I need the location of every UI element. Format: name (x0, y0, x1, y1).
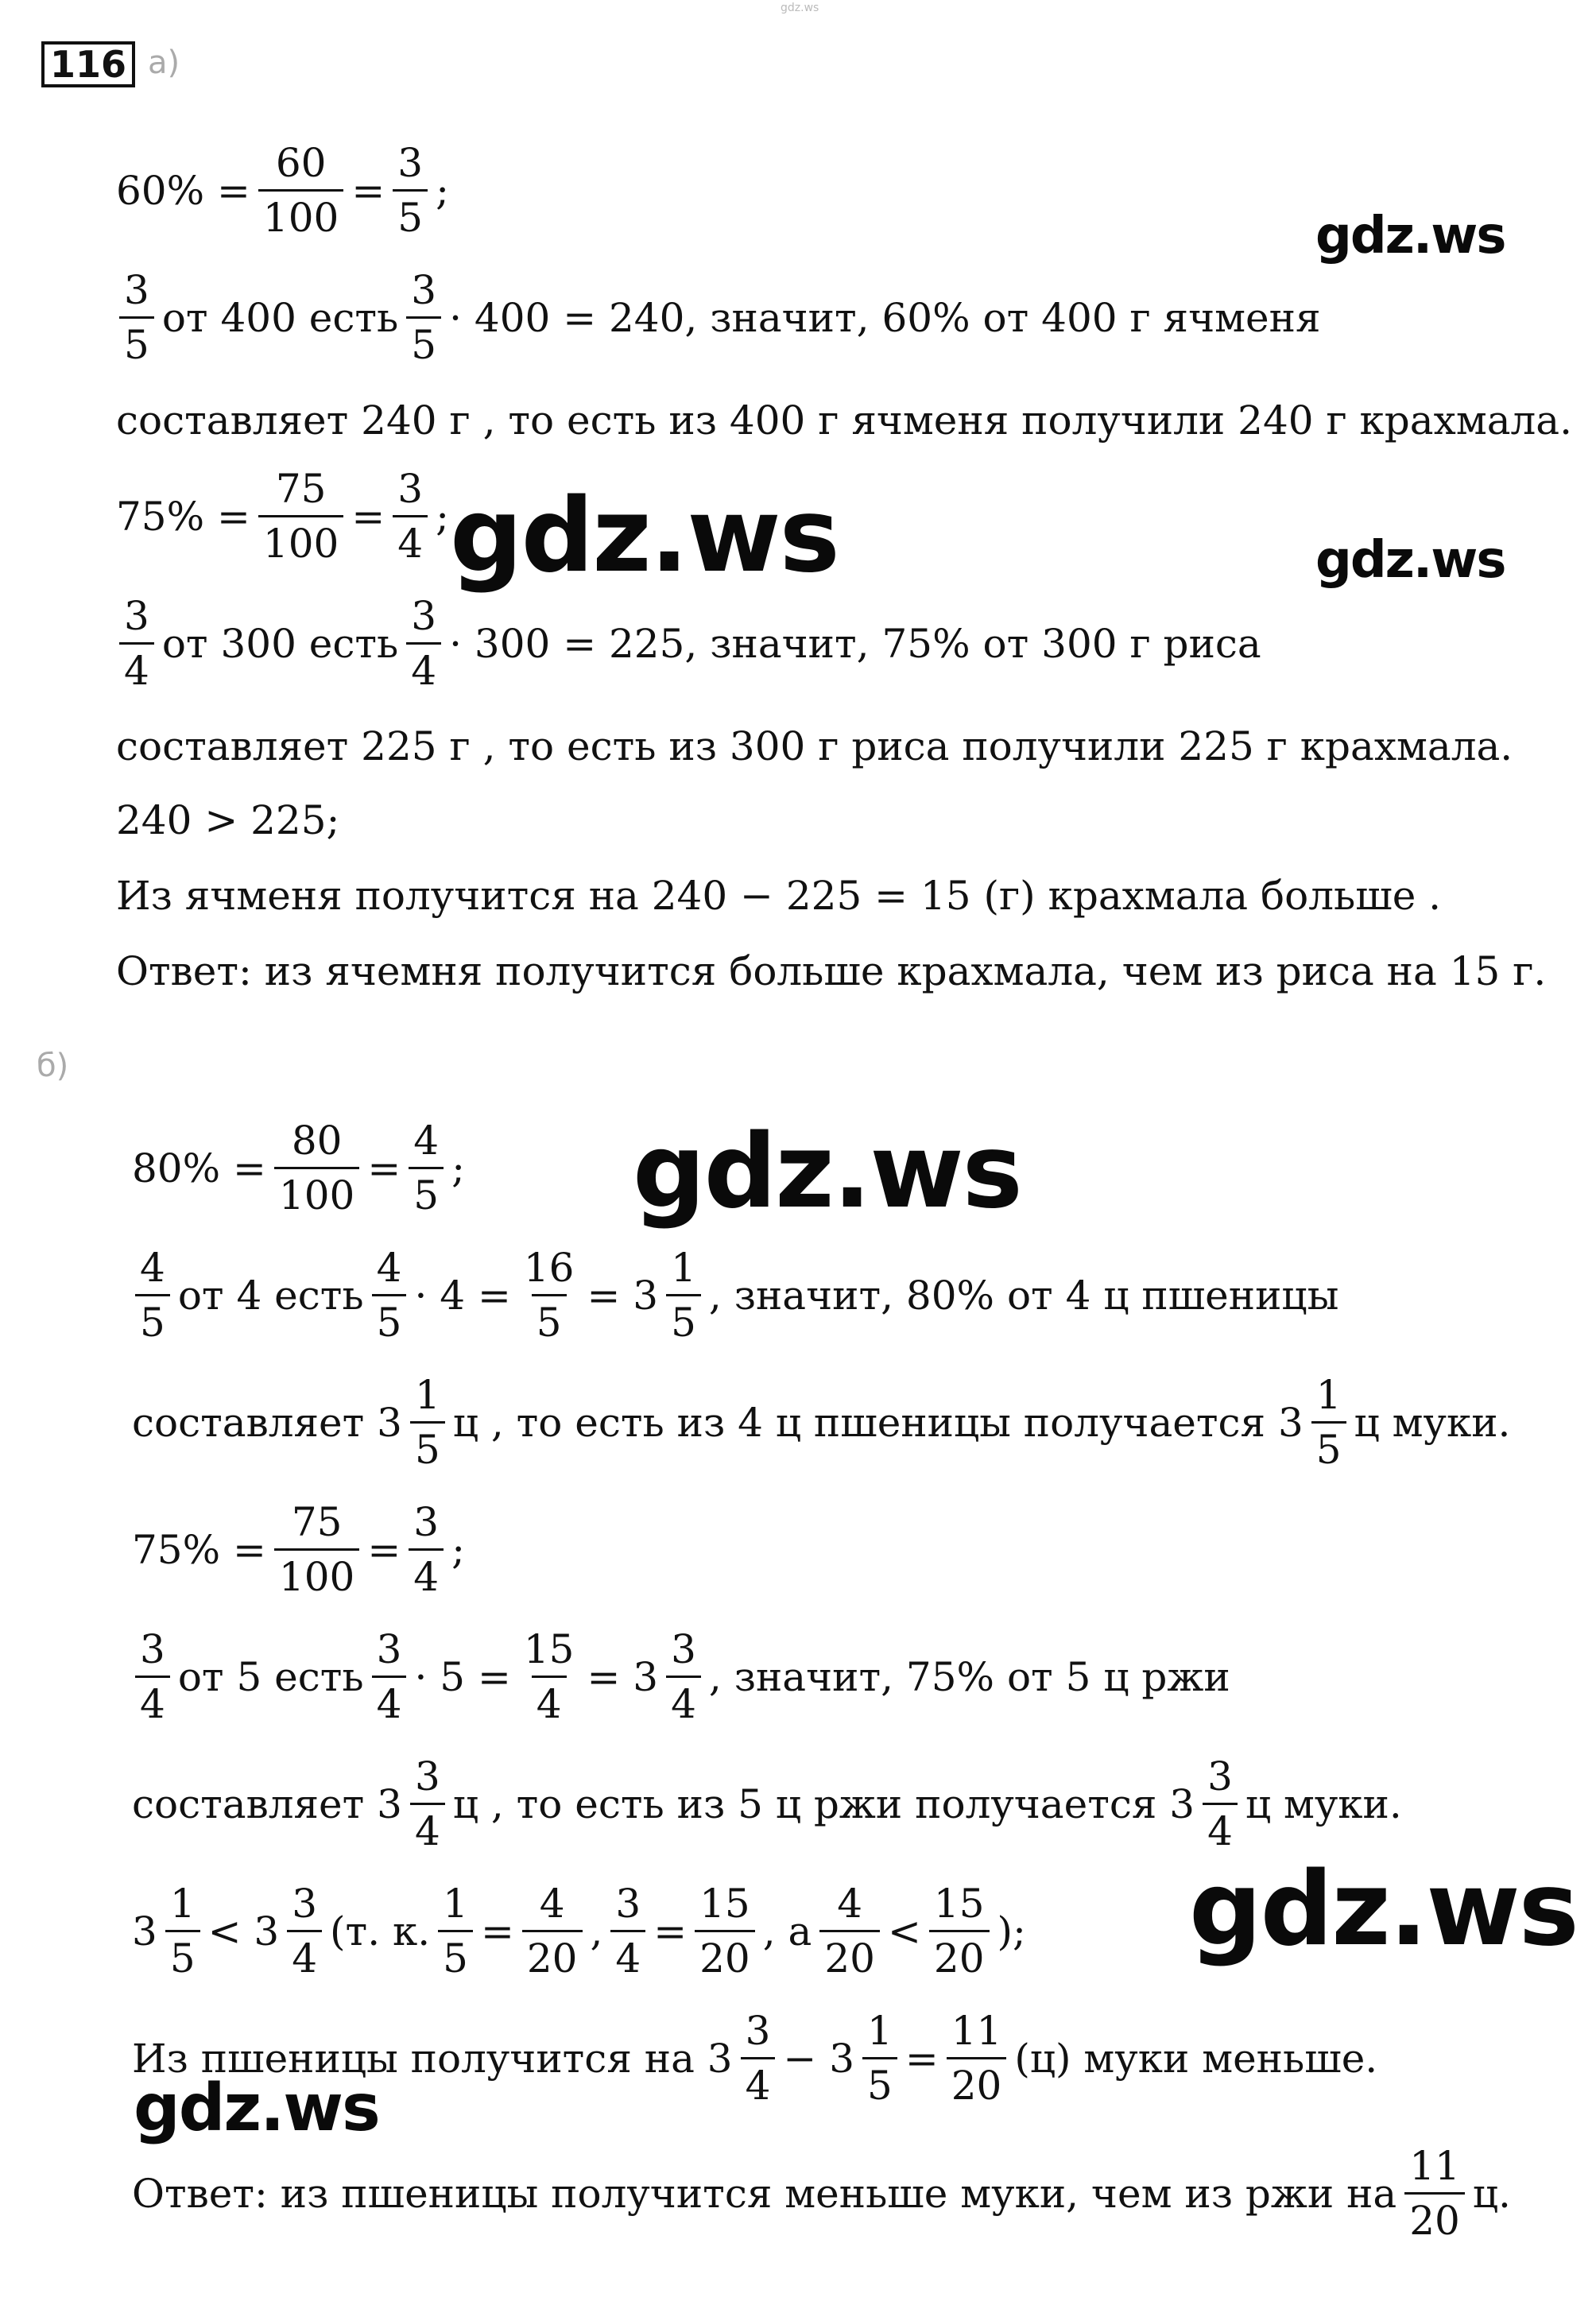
numerator: 4 (837, 1881, 863, 1927)
denominator: 20 (947, 2057, 1007, 2106)
fraction (1203, 1753, 1238, 1854)
text: Ответ: из пшеницы получится меньше муки, чем из ржи на (132, 2170, 1397, 2217)
text: < 3 (207, 1908, 280, 1955)
fraction (372, 1245, 407, 1346)
numerator: 3 (671, 1626, 696, 1672)
denominator: 4 (135, 1676, 170, 1724)
numerator: 11 (1409, 2143, 1460, 2189)
denominator: 4 (410, 1803, 445, 1851)
fraction (522, 1881, 583, 1982)
text: = 3 (587, 1272, 659, 1319)
fraction (393, 140, 428, 241)
fraction (519, 1626, 579, 1727)
fraction (287, 1881, 322, 1982)
numerator: 3 (124, 593, 149, 639)
denominator: 5 (119, 316, 154, 365)
text: 80% = (132, 1145, 266, 1191)
numerator: 3 (124, 267, 149, 313)
denominator: 5 (438, 1930, 473, 1978)
watermark: gdz.ws (134, 2071, 379, 2146)
fraction (929, 1881, 990, 1982)
numerator: 75 (275, 466, 327, 512)
text: от 400 есть (161, 294, 399, 341)
watermark: gdz.ws (633, 1113, 1021, 1231)
part-b-line-7 (132, 1881, 1026, 1982)
numerator: 1 (1315, 1372, 1342, 1418)
text: Из пшеницы получится на 3 (132, 2035, 733, 2082)
fraction (274, 1118, 359, 1218)
part-b-line-6 (132, 1753, 1402, 1854)
text: ; (436, 167, 449, 214)
fraction (862, 2008, 897, 2109)
text: от 5 есть (177, 1653, 364, 1700)
part-a-line-8: Из ячменя получится на 240 − 225 = 15 (г) крахмала больше . (116, 873, 1442, 919)
text: ; (451, 1145, 465, 1191)
part-a-line-2 (116, 267, 1321, 368)
watermark: gdz.ws (1315, 207, 1505, 265)
part-a-line-6: составляет 225 г , то есть из 300 г риса получили 225 г крахмала. (116, 723, 1513, 769)
watermark: gdz.ws (1315, 531, 1505, 590)
fraction (406, 267, 441, 368)
text: ц , то есть из 4 ц пшеницы получается 3 (452, 1399, 1304, 1446)
numerator: 80 (291, 1118, 343, 1164)
denominator: 4 (666, 1676, 701, 1724)
part-b-line-9 (132, 2143, 1511, 2244)
numerator: 1 (671, 1245, 696, 1291)
numerator: 3 (1207, 1753, 1233, 1800)
numerator: 3 (140, 1626, 165, 1672)
denominator: 5 (1311, 1421, 1346, 1470)
denominator: 100 (274, 1548, 359, 1597)
text: = (367, 1526, 401, 1573)
numerator: 15 (699, 1881, 750, 1927)
text: = (653, 1908, 688, 1955)
part-b-label: б) (37, 1048, 69, 1084)
denominator: 4 (119, 642, 154, 691)
numerator: 3 (411, 267, 437, 313)
fraction (409, 1499, 444, 1600)
denominator: 20 (522, 1930, 583, 1978)
denominator: 4 (287, 1930, 322, 1978)
text: 75% = (132, 1526, 266, 1573)
part-b-line-3 (132, 1372, 1511, 1473)
fraction (135, 1626, 170, 1727)
denominator: 20 (695, 1930, 755, 1978)
fraction (695, 1881, 755, 1982)
part-a-line-9: Ответ: из ячемня получится больше крахмала, чем из риса на 15 г. (116, 948, 1547, 994)
task-number-box: 116 (41, 41, 135, 87)
text: ц муки. (1245, 1780, 1402, 1827)
text: , (590, 1908, 603, 1955)
denominator: 5 (410, 1421, 445, 1470)
denominator: 100 (274, 1167, 359, 1215)
numerator: 3 (415, 1753, 440, 1800)
numerator: 3 (397, 140, 424, 186)
text: (т. к. (330, 1908, 431, 1955)
text: ц , то есть из 5 ц ржи получается 3 (452, 1780, 1195, 1827)
text: , а (762, 1908, 812, 1955)
text: 3 (132, 1908, 157, 1955)
part-b-line-5 (132, 1626, 1230, 1727)
text: = (905, 2035, 939, 2082)
numerator: 1 (415, 1372, 440, 1418)
part-a-label: а) (148, 45, 180, 81)
text: · 400 = 240, значит, 60% от 400 г ячменя (449, 294, 1321, 341)
fraction (410, 1372, 445, 1473)
watermark: gdz.ws (450, 477, 839, 595)
denominator: 20 (929, 1930, 990, 1978)
denominator: 5 (165, 1930, 200, 1978)
text: = (367, 1145, 401, 1191)
denominator: 100 (258, 515, 343, 564)
numerator: 1 (169, 1881, 196, 1927)
text: (ц) муки меньше. (1014, 2035, 1378, 2082)
denominator: 4 (406, 642, 441, 691)
text: · 4 = (414, 1272, 511, 1319)
fraction (274, 1499, 359, 1600)
fraction (410, 1753, 445, 1854)
fraction (1311, 1372, 1346, 1473)
text: = 3 (587, 1653, 659, 1700)
text: < (887, 1908, 921, 1955)
fraction (947, 2008, 1007, 2109)
part-b-line-2 (132, 1245, 1339, 1346)
fraction (372, 1626, 407, 1727)
fraction (258, 140, 343, 241)
part-b-line-1 (132, 1118, 465, 1218)
numerator: 1 (867, 2008, 893, 2054)
denominator: 100 (258, 189, 343, 238)
denominator: 5 (406, 316, 441, 365)
tiny-watermark: gdz.ws (781, 2, 819, 14)
denominator: 5 (135, 1294, 170, 1342)
denominator: 4 (372, 1676, 407, 1724)
text: = (351, 493, 385, 540)
part-a-line-4 (116, 466, 449, 567)
fraction (258, 466, 343, 567)
numerator: 3 (615, 1881, 641, 1927)
part-a-line-1 (116, 140, 449, 241)
numerator: 60 (275, 140, 327, 186)
text: = (351, 167, 385, 214)
numerator: 11 (951, 2008, 1002, 2054)
text: от 300 есть (161, 620, 399, 667)
denominator: 4 (741, 2057, 776, 2106)
text: составляет 3 (132, 1780, 402, 1827)
fraction (438, 1881, 473, 1982)
numerator: 3 (745, 2008, 771, 2054)
numerator: 4 (376, 1245, 402, 1291)
part-a-line-5 (116, 593, 1261, 694)
denominator: 5 (393, 189, 428, 238)
fraction (119, 593, 154, 694)
denominator: 4 (409, 1548, 444, 1597)
text: · 300 = 225, значит, 75% от 300 г риса (449, 620, 1261, 667)
denominator: 5 (666, 1294, 701, 1342)
text: = (480, 1908, 514, 1955)
watermark: gdz.ws (1189, 1850, 1578, 1969)
text: − 3 (783, 2035, 855, 2082)
denominator: 5 (372, 1294, 407, 1342)
numerator: 16 (523, 1245, 575, 1291)
part-a-line-7: 240 > 225; (116, 797, 340, 843)
denominator: 20 (1404, 2192, 1465, 2241)
numerator: 15 (523, 1626, 575, 1672)
denominator: 4 (393, 515, 428, 564)
text: от 4 есть (177, 1272, 364, 1319)
denominator: 4 (532, 1676, 567, 1724)
fraction (819, 1881, 880, 1982)
fraction (409, 1118, 444, 1218)
fraction (135, 1245, 170, 1346)
fraction (519, 1245, 579, 1346)
fraction (741, 2008, 776, 2109)
fraction (165, 1881, 200, 1982)
text: ц муки. (1354, 1399, 1511, 1446)
fraction (406, 593, 441, 694)
text: ц. (1472, 2170, 1511, 2217)
numerator: 75 (291, 1499, 343, 1545)
numerator: 15 (933, 1881, 985, 1927)
fraction (119, 267, 154, 368)
denominator: 4 (1203, 1803, 1238, 1851)
text: ; (436, 493, 449, 540)
text: ; (451, 1526, 465, 1573)
part-a-line-3: составляет 240 г , то есть из 400 г ячменя получили 240 г крахмала. (116, 397, 1572, 444)
numerator: 3 (376, 1626, 402, 1672)
denominator: 5 (862, 2057, 897, 2106)
text: ); (997, 1908, 1026, 1955)
denominator: 5 (409, 1167, 444, 1215)
numerator: 3 (413, 1499, 440, 1545)
fraction (666, 1626, 701, 1727)
numerator: 3 (397, 466, 424, 512)
part-b-line-4 (132, 1499, 465, 1600)
text: , значит, 75% от 5 ц ржи (708, 1653, 1230, 1700)
text: · 5 = (414, 1653, 511, 1700)
numerator: 4 (539, 1881, 565, 1927)
denominator: 5 (532, 1294, 567, 1342)
numerator: 3 (411, 593, 437, 639)
fraction (393, 466, 428, 567)
numerator: 4 (140, 1245, 165, 1291)
fraction (610, 1881, 645, 1982)
numerator: 1 (443, 1881, 468, 1927)
text: 75% = (116, 493, 250, 540)
text: 60% = (116, 167, 250, 214)
fraction (666, 1245, 701, 1346)
denominator: 4 (610, 1930, 645, 1978)
text: , значит, 80% от 4 ц пшеницы (708, 1272, 1339, 1319)
numerator: 4 (413, 1118, 440, 1164)
numerator: 3 (292, 1881, 318, 1927)
fraction (1404, 2143, 1465, 2244)
text: составляет 3 (132, 1399, 402, 1446)
denominator: 20 (819, 1930, 880, 1978)
